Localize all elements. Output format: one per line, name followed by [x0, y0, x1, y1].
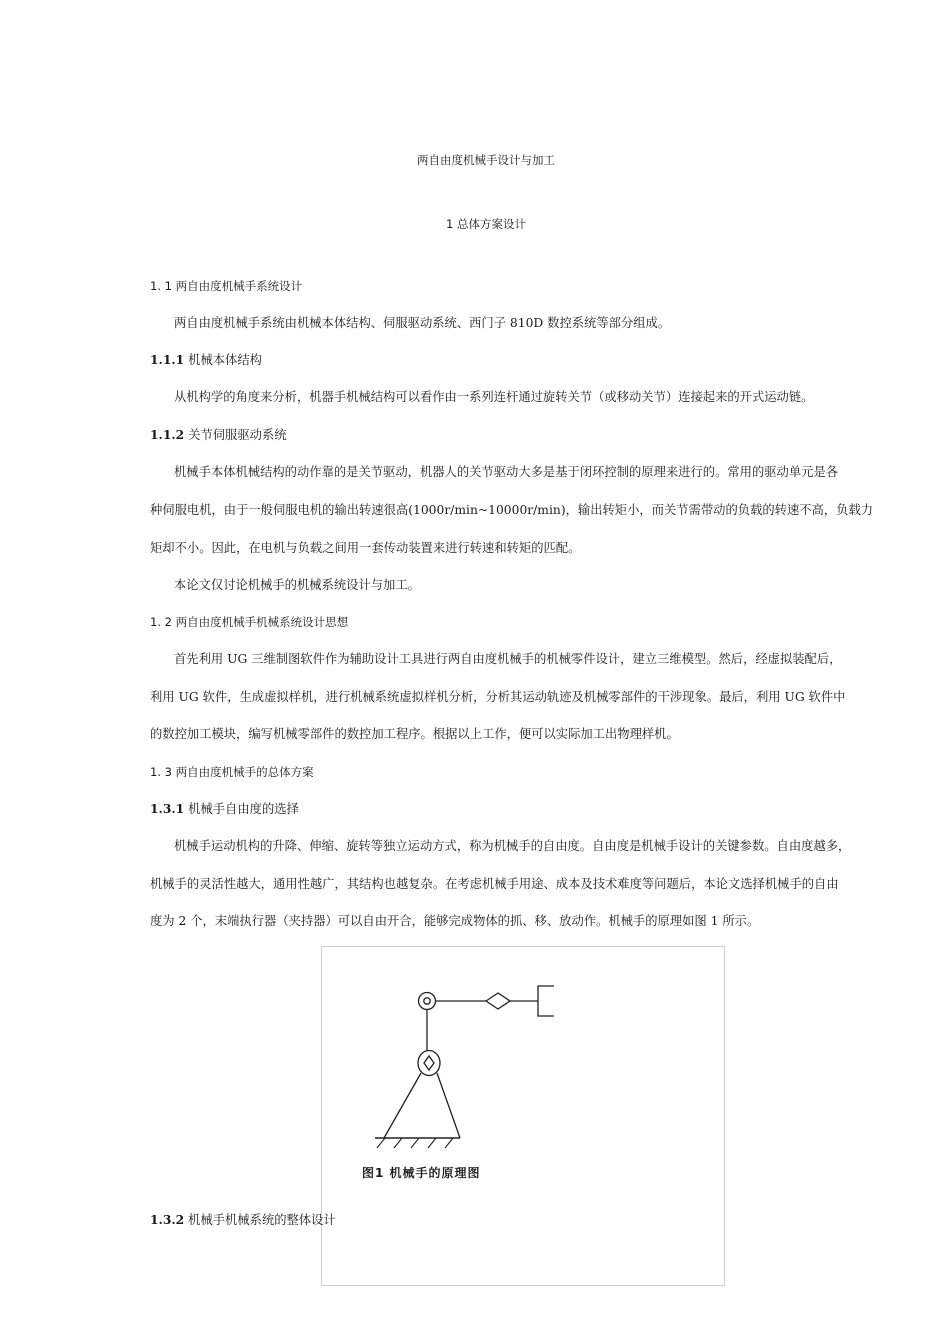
subsection-heading-1-1-2 — [150, 427, 287, 443]
subsection-heading-1-3-2 — [150, 1212, 336, 1228]
subsection-heading-1-3-1 — [150, 801, 299, 817]
paragraph-1-1-2-line1: 机械手本体机械结构的动作靠的是关节驱动，机器人的关节驱动大多是基于闭环控制的原理来进行的。常用的驱动单元是各 — [174, 465, 839, 479]
paragraph-1-1-2-line2: 种伺服电机，由于一般伺服电机的输出转速很高(1000r/min~10000r/min)，输出转矩小，而关节需带动的负载的转速不高，负载力 — [150, 503, 874, 517]
subsection-title: 关节伺服驱动系统 — [188, 428, 287, 442]
subsection-heading-1-1-1 — [150, 352, 262, 368]
subsection-number: 1.3.1 — [150, 801, 185, 816]
subsection-number: 1.1.1 — [150, 352, 185, 367]
ground-hatching — [377, 1138, 453, 1148]
document-title: 两自由度机械手设计与加工 — [417, 153, 555, 167]
paragraph-1-2-line1: 首先利用 UG 三维制图软件作为辅助设计工具进行两自由度机械手的机械零件设计，建立三维模型。然后，经虚拟装配后， — [174, 652, 842, 666]
paragraph-1-3-1-line1: 机械手运动机构的升降、伸缩、旋转等独立运动方式，称为机械手的自由度。自由度是机械手设计的关键参数。自由度越多， — [174, 839, 851, 853]
paragraph-1-2-line3: 的数控加工模块，编写机械零部件的数控加工程序。根据以上工作，便可以实际加工出物理样机。 — [150, 727, 679, 741]
subsection-number: 1.1.2 — [150, 427, 185, 442]
paragraph-1-1-2-line3: 矩却不小。因此，在电机与负载之间用一套传动装置来进行转速和转矩的匹配。 — [150, 541, 581, 555]
section-heading-1-2: 1. 2 两自由度机械手机械系统设计思想 — [150, 615, 349, 629]
manipulator-schematic-diagram — [322, 947, 726, 1287]
paragraph-1-3-1-line3: 度为 2 个，末端执行器（夹持器）可以自由开合，能够完成物体的抓、移、放动作。机械手的原理如图 1 所示。 — [150, 914, 760, 928]
base-leg-left — [384, 1073, 421, 1138]
chapter-heading: 1 总体方案设计 — [446, 217, 526, 231]
paragraph-1-2-line2: 利用 UG 软件，生成虚拟样机，进行机械系统虚拟样机分析，分析其运动轨迹及机械零部件的干涉现象。最后，利用 UG 软件中 — [150, 690, 846, 704]
figure-1 — [321, 946, 725, 1286]
gripper-jaw — [538, 986, 554, 1016]
upper-joint-circle — [419, 993, 436, 1010]
subsection-title: 机械手自由度的选择 — [188, 802, 299, 816]
lower-joint-outer — [418, 1051, 440, 1076]
base-leg-right — [437, 1073, 460, 1138]
paragraph-1-1: 两自由度机械手系统由机械本体结构、伺服驱动系统、西门子 810D 数控系统等部分组成。 — [174, 316, 671, 330]
wrist-diamond — [486, 993, 510, 1009]
subsection-title: 机械手机械系统的整体设计 — [188, 1213, 336, 1227]
section-heading-1-3: 1. 3 两自由度机械手的总体方案 — [150, 765, 314, 779]
figure-caption: 图1 机械手的原理图 — [362, 1166, 481, 1180]
paragraph-1-1-1: 从机构学的角度来分析，机器手机械结构可以看作由一系列连杆通过旋转关节（或移动关节）连接起来的开式运动链。 — [174, 390, 814, 404]
subsection-title: 机械本体结构 — [188, 353, 262, 367]
subsection-number: 1.3.2 — [150, 1212, 185, 1227]
paragraph-1-3-1-line2: 机械手的灵活性越大，通用性越广，其结构也越复杂。在考虑机械手用途、成本及技术难度等问题后，本论文选择机械手的自由 — [150, 877, 839, 891]
section-heading-1-1: 1. 1 两自由度机械手系统设计 — [150, 279, 303, 293]
paragraph-1-1-2-note: 本论文仅讨论机械手的机械系统设计与加工。 — [174, 578, 420, 592]
